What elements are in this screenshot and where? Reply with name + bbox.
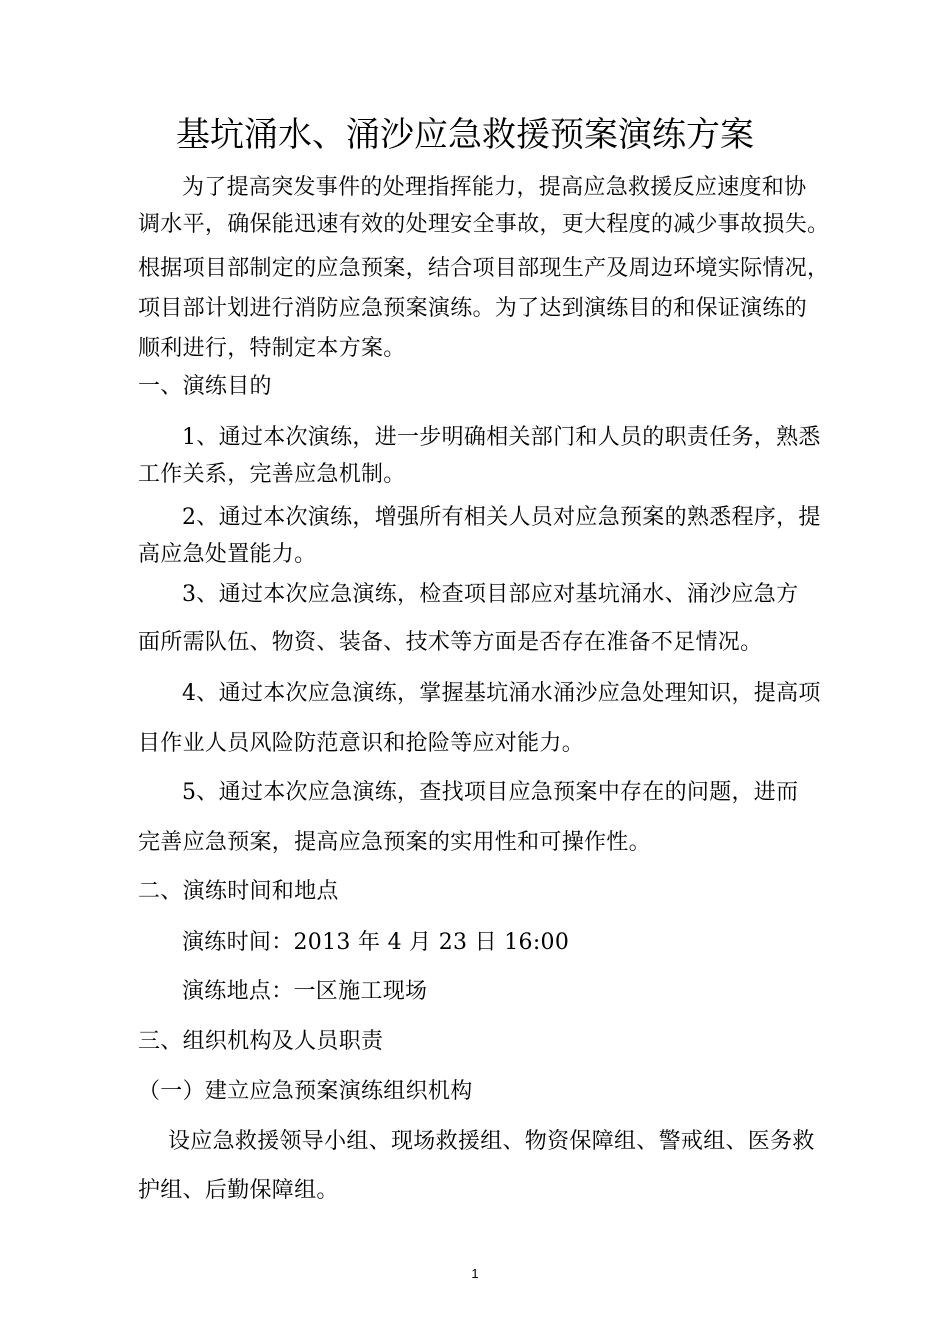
list-item-line: 面所需队伍、物资、装备、技术等方面是否存在准备不足情况。 [138,630,763,655]
intro-line: 调水平，确保能迅速有效的处理安全事故，更大程度的减少事故损失。 [138,212,830,237]
section-heading: 三、组织机构及人员职责 [138,1029,384,1054]
section-heading: 一、演练目的 [138,374,272,399]
list-item-line: 5、通过本次应急演练，查找项目应急预案中存在的问题，进而 [182,780,799,805]
paragraph-line: 设应急救援领导小组、现场救援组、物资保障组、警戒组、医务救 [168,1129,815,1154]
section-heading: 二、演练时间和地点 [138,879,339,904]
list-item-line: 4、通过本次应急演练，掌握基坑涌水涌沙应急处理知识，提高项 [182,681,821,706]
list-item-line: 1、通过本次演练，进一步明确相关部门和人员的职责任务，熟悉 [182,425,821,450]
drill-place: 演练地点：一区施工现场 [182,979,428,1004]
drill-time: 演练时间：2013 年 4 月 23 日 16:00 [182,930,570,955]
page-number: 1 [471,1266,479,1281]
list-item-line: 工作关系，完善应急机制。 [138,462,406,487]
intro-line: 根据项目部制定的应急预案，结合项目部现生产及周边环境实际情况， [138,256,830,281]
list-item-line: 完善应急预案，提高应急预案的实用性和可操作性。 [138,830,651,855]
list-item-line: 高应急处置能力。 [138,542,317,567]
list-item-line: 3、通过本次应急演练，检查项目部应对基坑涌水、涌沙应急方 [182,582,799,607]
intro-line: 项目部计划进行消防应急预案演练。为了达到演练目的和保证演练的 [138,296,808,321]
subsection-heading: （一）建立应急预案演练组织机构 [138,1079,473,1104]
paragraph-line: 护组、后勤保障组。 [138,1178,339,1203]
list-item-line: 2、通过本次演练，增强所有相关人员对应急预案的熟悉程序，提 [182,505,821,530]
intro-line: 为了提高突发事件的处理指挥能力，提高应急救援反应速度和协 [182,175,807,200]
document-title: 基坑涌水、涌沙应急救援预案演练方案 [176,115,754,155]
intro-line: 顺利进行，特制定本方案。 [138,336,406,361]
list-item-line: 目作业人员风险防范意识和抢险等应对能力。 [138,731,585,756]
